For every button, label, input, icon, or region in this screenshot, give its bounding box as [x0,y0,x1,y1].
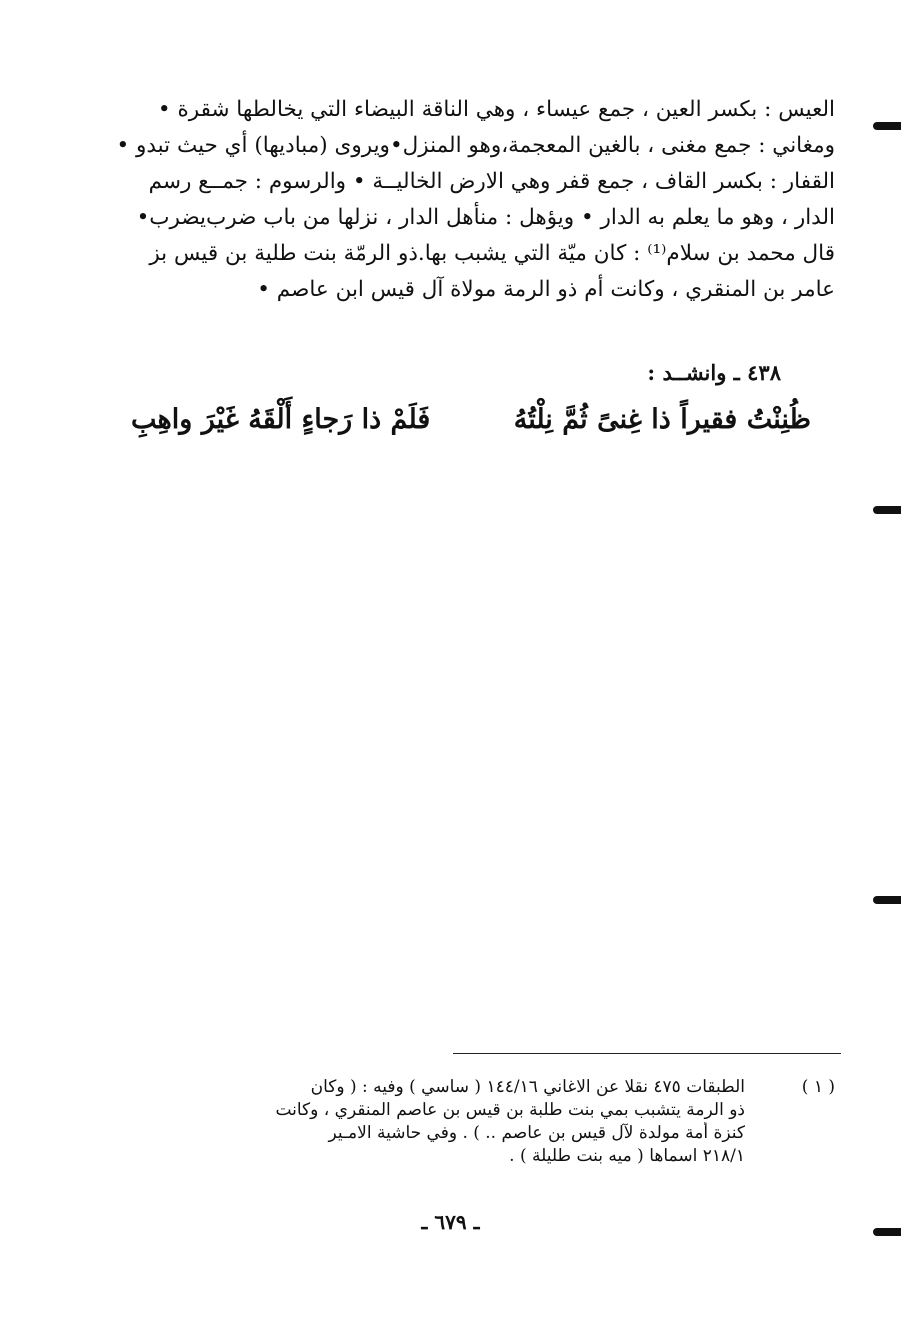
binding-mark [873,896,901,904]
footnote-line: ٢١٨/١ اسماها ( ميه بنت طليلة ) . [509,1146,745,1166]
body-line: ومغاني : جمع مغنى ، بالغين المعجمة،وهو المنزل•ويروى (مباديها) أي حيث تبدو • [116,133,835,158]
verse-heading: ٤٣٨ ـ وانشــد : [647,360,781,385]
body-line: القفار : بكسر القاف ، جمع قفر وهي الارض الخاليــة • والرسوم : جمــع رسم [148,169,835,194]
verse-first-hemistich: ظُنِنْتُ فقيراً ذا غِنىً ثُمَّ نِلْتُهُ [513,404,811,435]
poetry-verse [131,404,811,464]
footnote-divider [453,1053,841,1054]
body-line: العيس : بكسر العين ، جمع عيساء ، وهي الناقة البيضاء التي يخالطها شقرة • [157,97,835,122]
body-line: الدار ، وهو ما يعلم به الدار • ويؤهل : منأهل الدار ، نزلها من باب ضرب‌يضرب• [136,205,835,230]
footnote-line: ذو الرمة يتشبب بمي بنت طلبة بن قيس بن عاصم المنقري ، وكانت [275,1100,745,1120]
body-line: قال محمد بن سلام⁽¹⁾ : كان ميّة التي يشبب بها.ذو الرمّة بنت طلية بن قيس بز [149,241,835,266]
footnote-line: كنزة أمة مولدة لآل قيس بن عاصم .. ) . وفي حاشية الامـير [328,1123,745,1143]
body-text [63,92,835,308]
footnote-line: الطبقات ٤٧٥ نقلا عن الاغاني ١٤٤/١٦ ( ساسي ) وفيه : ( وكان [310,1077,745,1097]
binding-mark [873,1228,901,1236]
page-number: ـ ٦٧٩ ـ [421,1210,480,1234]
body-line: عامر بن المنقري ، وكانت أم ذو الرمة مولاة آل قيس ابن عاصم • [257,277,835,302]
verse-second-hemistich: فَلَمْ ذا رَجاءٍ أَلْقَهُ غَيْرَ واهِبِ [131,404,431,435]
footnote-body [75,1076,745,1168]
binding-mark [873,506,901,514]
footnote-marker: ( ١ ) [801,1077,835,1097]
binding-mark [873,122,901,130]
